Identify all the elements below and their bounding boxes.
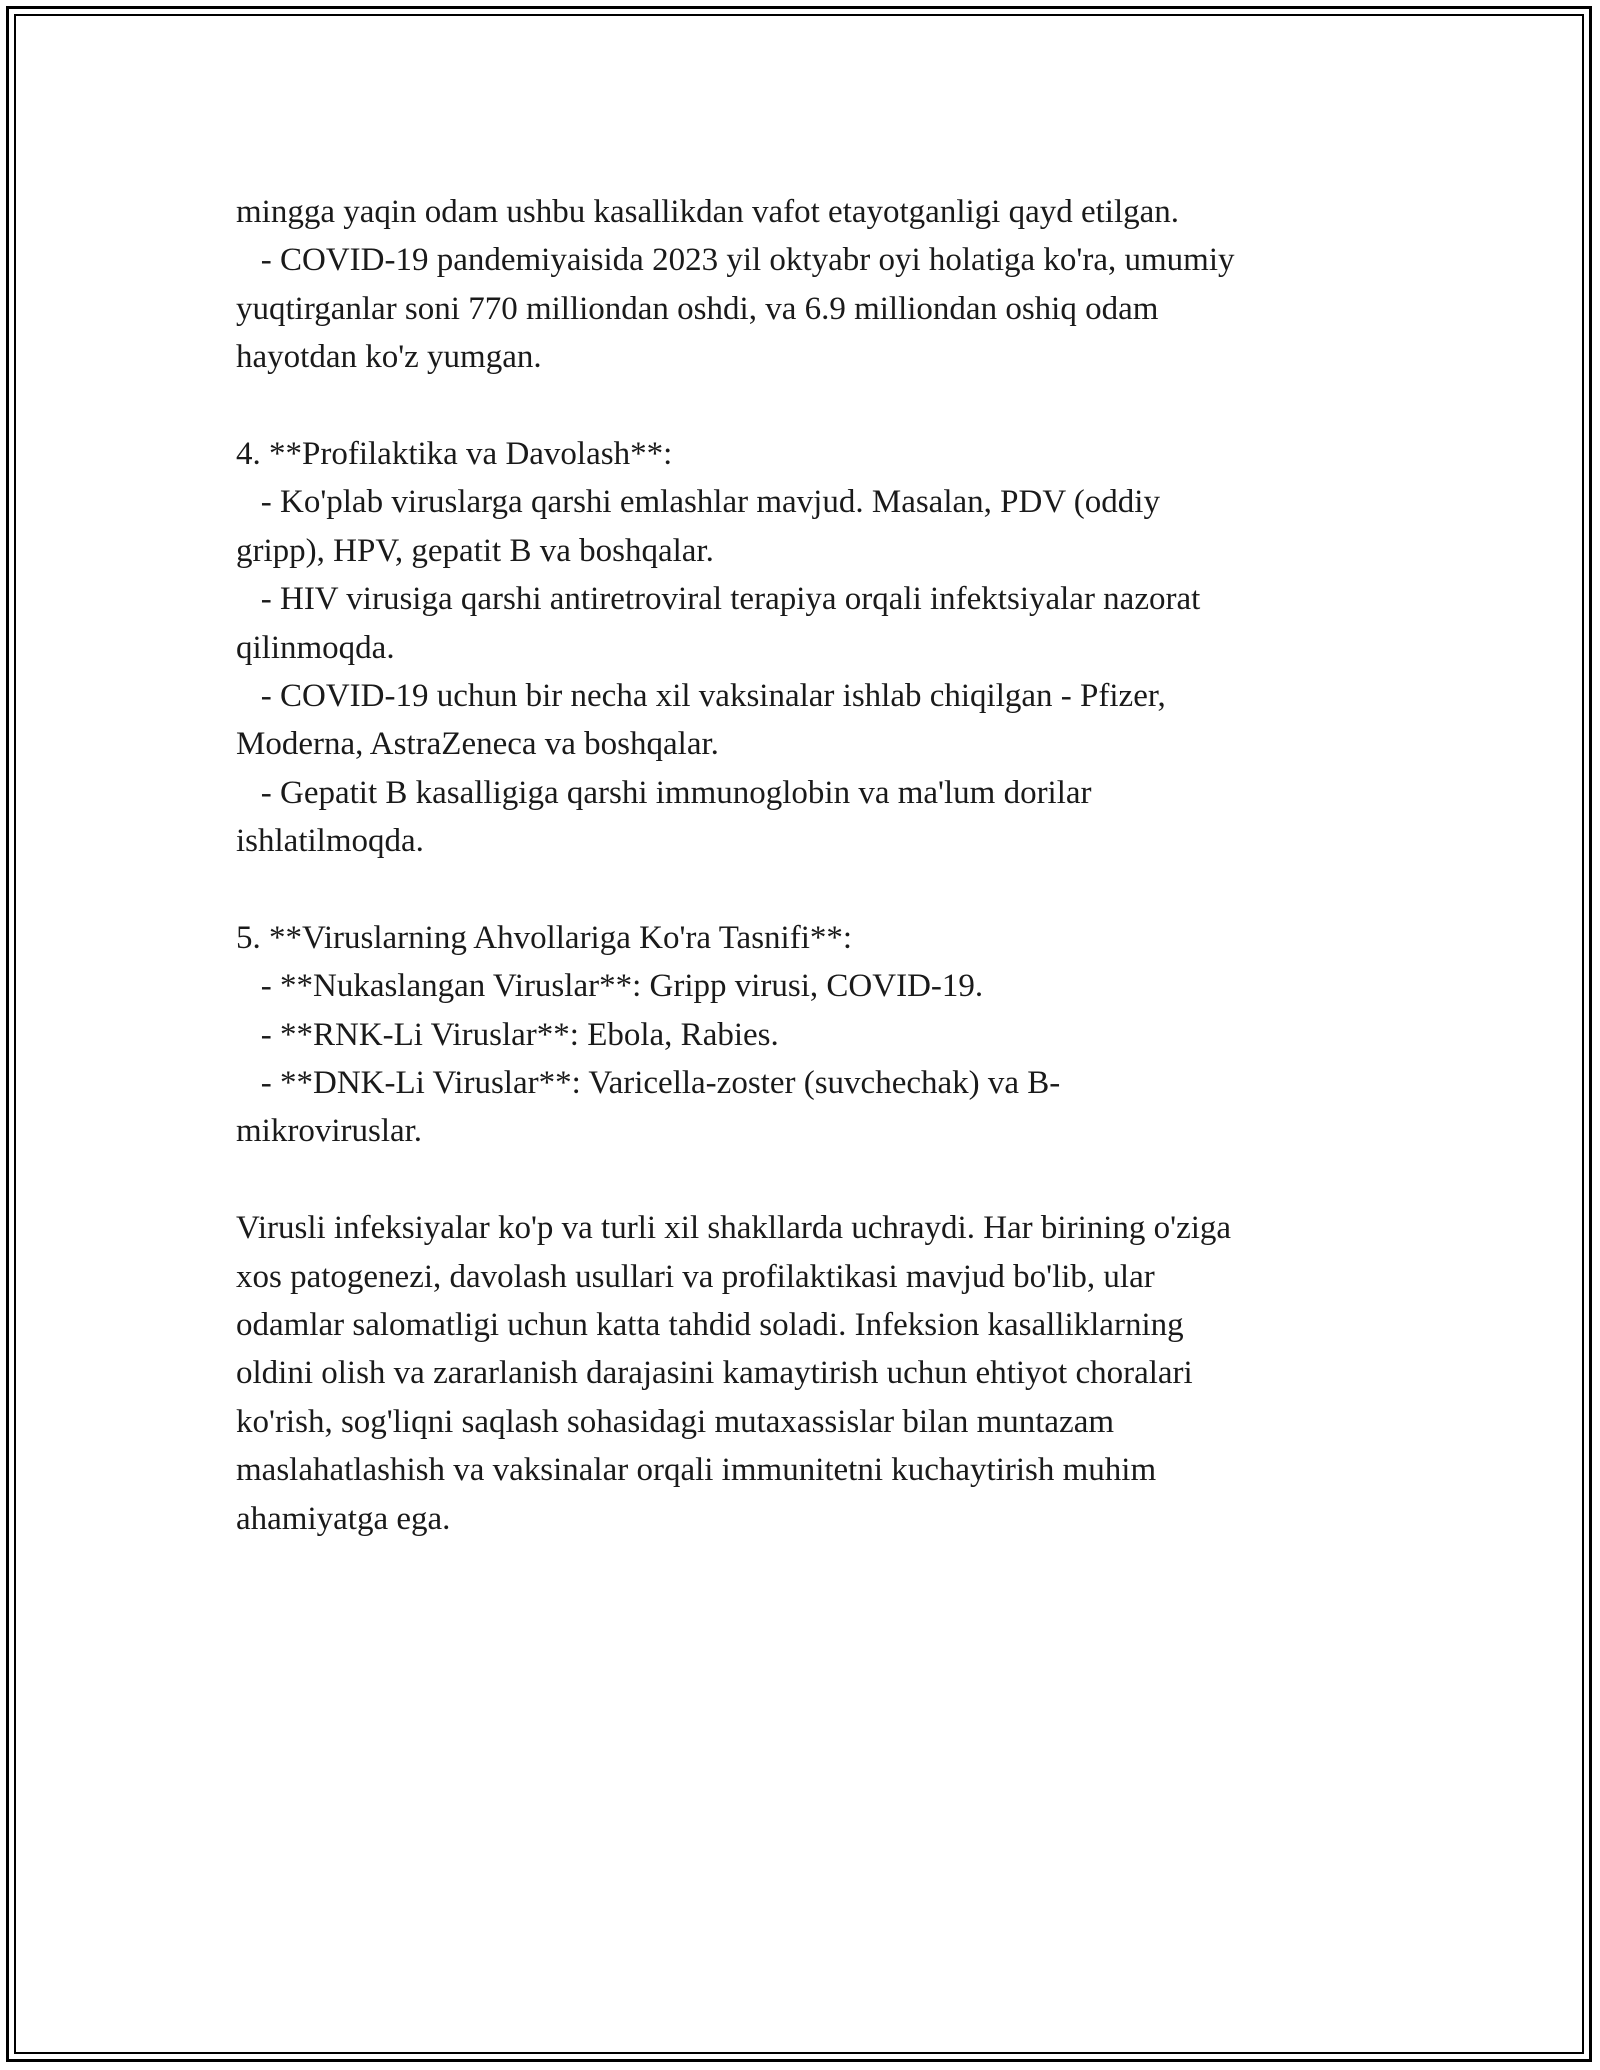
text-line: mingga yaqin odam ushbu kasallikdan vafot etayotganligi qayd etilgan.	[236, 194, 1180, 230]
blank-line	[236, 1156, 1416, 1204]
text-line: ahamiyatga ega.	[236, 1500, 451, 1537]
section-heading: 5. **Viruslarning Ahvollariga Ko'ra Tasnifi**:	[236, 919, 853, 956]
text-line: odamlar salomatligi uchun katta tahdid soladi. Infeksion kasalliklarning	[236, 1306, 1184, 1343]
text-line: yuqtirganlar soni 770 milliondan oshdi, va 6.9 milliondan oshiq odam	[236, 290, 1159, 327]
text-line: maslahatlashish va vaksinalar orqali immunitetni kuchaytirish muhim	[236, 1452, 1157, 1489]
text-line: xos patogenezi, davolash usullari va profilaktikasi mavjud bo'lib, ular	[236, 1258, 1155, 1295]
text-line: Virusli infeksiyalar ko'p va turli xil shakllarda uchraydi. Har birining o'ziga	[236, 1210, 1232, 1247]
text-line: - **DNK-Li Viruslar**: Varicella-zoster (suvchechak) va B-	[236, 1065, 1061, 1102]
text-line: gripp), HPV, gepatit B va boshqalar.	[236, 532, 714, 569]
text-line: - **RNK-Li Viruslar**: Ebola, Rabies.	[236, 1016, 779, 1053]
text-line: hayotdan ko'z yumgan.	[236, 339, 542, 376]
text-line: Moderna, AstraZeneca va boshqalar.	[236, 726, 719, 763]
text-line: - **Nukaslangan Viruslar**: Gripp virusi, COVID-19.	[236, 968, 984, 1005]
section-heading: 4. **Profilaktika va Davolash**:	[236, 435, 673, 472]
text-line: mikroviruslar.	[236, 1113, 423, 1150]
text-line: ko'rish, sog'liqni saqlash sohasidagi mutaxassislar bilan muntazam	[236, 1403, 1115, 1440]
text-line: - Gepatit B kasalligiga qarshi immunoglobin va ma'lum dorilar	[236, 774, 1092, 811]
text-line: - HIV virusiga qarshi antiretroviral terapiya orqali infektsiyalar nazorat	[236, 581, 1201, 618]
text-line: - COVID-19 uchun bir necha xil vaksinalar ishlab chiqilgan - Pfizer,	[236, 677, 1166, 714]
document-body	[236, 188, 1416, 1543]
text-line: qilinmoqda.	[236, 629, 395, 666]
text-line: - Ko'plab viruslarga qarshi emlashlar mavjud. Masalan, PDV (oddiy	[236, 484, 1160, 521]
blank-line	[236, 865, 1416, 913]
text-line: ishlatilmoqda.	[236, 823, 424, 860]
blank-line	[236, 382, 1416, 430]
text-line: - COVID-19 pandemiyaisida 2023 yil oktyabr oyi holatiga ko'ra, umumiy	[236, 242, 1235, 279]
text-line: oldini olish va zararlanish darajasini kamaytirish uchun ehtiyot choralari	[236, 1355, 1193, 1392]
